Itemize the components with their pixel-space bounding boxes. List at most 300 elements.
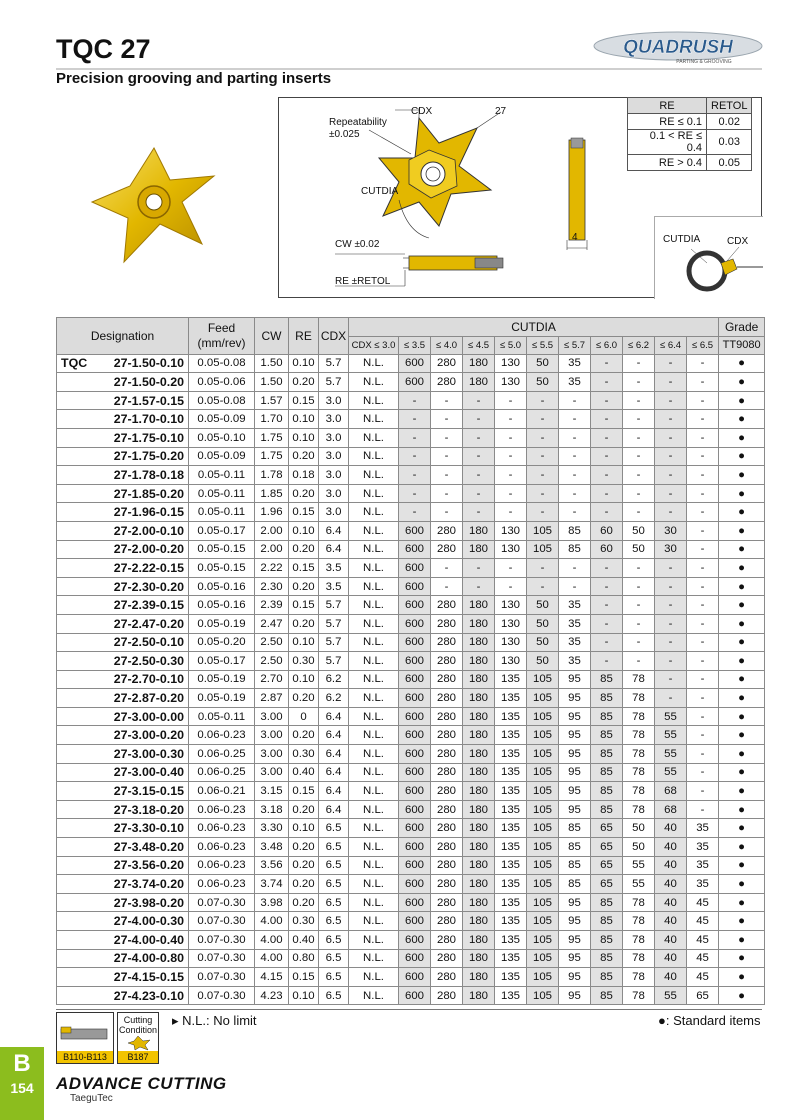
cw-cell: 3.74	[255, 875, 289, 894]
cdx-cell: 6.4	[319, 745, 349, 764]
header-feed-label: Feed	[207, 320, 236, 335]
cutdia-cell: 105	[527, 689, 559, 708]
re-cell: 0.10	[289, 633, 319, 652]
cutdia-cell: -	[591, 503, 623, 522]
holder-reference[interactable]	[56, 1012, 114, 1064]
cutdia-cell: 95	[559, 763, 591, 782]
cdx-cell: 6.5	[319, 912, 349, 931]
cutdia-cell: 95	[559, 893, 591, 912]
section-letter: B	[13, 1050, 31, 1077]
cutdia-cell: 85	[591, 670, 623, 689]
cutdia-cell: 600	[399, 670, 431, 689]
cw-cell: 3.56	[255, 856, 289, 875]
cutdia-cell: 600	[399, 949, 431, 968]
grade-cell: ●	[719, 707, 765, 726]
cutdia-cell: -	[463, 484, 495, 503]
header-feed-unit: (mm/rev)	[197, 335, 246, 350]
cutdia-cell: 55	[623, 856, 655, 875]
cutdia-cell: -	[687, 614, 719, 633]
cdx-cell: 3.0	[319, 484, 349, 503]
cutdia-cell: 35	[687, 838, 719, 857]
table-row	[57, 633, 765, 652]
cutdia-cell: 280	[431, 800, 463, 819]
cutdia-cell: -	[623, 373, 655, 392]
retol-re: RE ≤ 0.1	[628, 114, 707, 130]
cw-cell: 2.50	[255, 652, 289, 671]
cdx-cell: 3.0	[319, 466, 349, 485]
cutdia-cell: 85	[559, 521, 591, 540]
cutdia-cell: -	[559, 577, 591, 596]
cutdia-cell: 55	[655, 763, 687, 782]
cutdia-cell: 78	[623, 986, 655, 1005]
re-cell: 0.10	[289, 521, 319, 540]
cutdia-cell: N.L.	[349, 763, 399, 782]
cutdia-label: CUTDIA	[361, 186, 399, 197]
cutdia-cell: 135	[495, 838, 527, 857]
cutdia-cell: -	[559, 559, 591, 578]
cutdia-cell: 35	[559, 633, 591, 652]
header-cutdia-col: ≤ 6.4	[655, 336, 687, 354]
designation-cell	[57, 428, 189, 447]
feed-cell: 0.05-0.16	[189, 596, 255, 615]
cutdia-cell: 55	[655, 745, 687, 764]
brand-name: ADVANCE CUTTING	[56, 1074, 227, 1093]
cw-cell: 1.78	[255, 466, 289, 485]
header-grade: Grade	[719, 318, 765, 337]
cutdia-cell: 135	[495, 931, 527, 950]
cutting-condition-label: Cutting Condition	[118, 1015, 158, 1035]
cutdia-cell: 105	[527, 968, 559, 987]
designation-cell	[57, 986, 189, 1005]
cutdia-cell: -	[687, 689, 719, 708]
cutdia-cell: N.L.	[349, 745, 399, 764]
table-header-row	[57, 318, 765, 337]
cutdia-cell: 280	[431, 726, 463, 745]
cutdia-cell: -	[655, 596, 687, 615]
cutdia-cell: 180	[463, 856, 495, 875]
cutdia-cell: 50	[527, 614, 559, 633]
designation-value: 27-2.87-0.20	[113, 691, 184, 706]
header-cutdia-col: ≤ 6.0	[591, 336, 623, 354]
designation-cell	[57, 596, 189, 615]
cutdia-cell: -	[623, 391, 655, 410]
cutdia-cell: -	[655, 391, 687, 410]
feed-cell: 0.05-0.16	[189, 577, 255, 596]
cdx-cell: 3.0	[319, 503, 349, 522]
cutdia-cell: -	[687, 745, 719, 764]
cutdia-cell: 65	[591, 819, 623, 838]
cutdia-cell: -	[687, 800, 719, 819]
cutdia-cell: 135	[495, 875, 527, 894]
cutdia-cell: 85	[591, 689, 623, 708]
feed-cell: 0.07-0.30	[189, 893, 255, 912]
header-feed	[189, 318, 255, 355]
designation-cell	[57, 838, 189, 857]
header-cw: CW	[255, 318, 289, 355]
grade-cell: ●	[719, 559, 765, 578]
cutdia-cell: N.L.	[349, 986, 399, 1005]
cutdia-cell: -	[399, 466, 431, 485]
cutdia-cell: 600	[399, 633, 431, 652]
cw-tolerance-label: CW ±0.02	[335, 239, 380, 250]
cdx-cell: 5.7	[319, 596, 349, 615]
cutdia-cell: 40	[655, 838, 687, 857]
feed-cell: 0.06-0.25	[189, 763, 255, 782]
cutdia-cell: 85	[591, 763, 623, 782]
designation-cell	[57, 466, 189, 485]
cutdia-cell: -	[655, 577, 687, 596]
cutdia-cell: -	[687, 596, 719, 615]
cutdia-cell: 180	[463, 875, 495, 894]
re-cell: 0.30	[289, 652, 319, 671]
cutdia-cell: 280	[431, 596, 463, 615]
cw-cell: 1.75	[255, 428, 289, 447]
cutdia-cell: -	[687, 782, 719, 801]
cutdia-cell: 68	[655, 800, 687, 819]
table-row	[57, 540, 765, 559]
cutdia-cell: -	[559, 391, 591, 410]
cutdia-cell: 95	[559, 689, 591, 708]
cdx-cell: 5.7	[319, 354, 349, 373]
cutdia-cell: 600	[399, 559, 431, 578]
designation-value: 27-1.50-0.20	[113, 374, 184, 389]
cutdia-cell: 65	[591, 875, 623, 894]
cutdia-cell: 600	[399, 745, 431, 764]
cutdia-cell: -	[431, 577, 463, 596]
table-row	[57, 931, 765, 950]
cutdia-cell: -	[431, 391, 463, 410]
grade-cell: ●	[719, 596, 765, 615]
cutdia-cell: 135	[495, 745, 527, 764]
retol-value: 0.02	[707, 114, 752, 130]
table-row	[57, 614, 765, 633]
designation-cell	[57, 800, 189, 819]
cw-cell: 3.00	[255, 726, 289, 745]
cutdia-cell: -	[591, 577, 623, 596]
cutdia-cell: -	[495, 577, 527, 596]
cutdia-cell: N.L.	[349, 931, 399, 950]
feed-cell: 0.05-0.15	[189, 540, 255, 559]
cutdia-cell: 180	[463, 540, 495, 559]
cdx-cell: 3.5	[319, 559, 349, 578]
cw-cell: 3.00	[255, 763, 289, 782]
cutdia-cell: -	[687, 428, 719, 447]
cutdia-cell: 50	[527, 596, 559, 615]
cutdia-cell: -	[495, 428, 527, 447]
re-cell: 0	[289, 707, 319, 726]
cutdia-cell: 78	[623, 949, 655, 968]
feed-cell: 0.05-0.06	[189, 373, 255, 392]
bore-drawing	[655, 217, 763, 299]
repeatability-value: ±0.025	[329, 129, 360, 140]
cutdia-cell: N.L.	[349, 466, 399, 485]
cutdia-cell: 85	[591, 707, 623, 726]
cutdia-cell: 85	[591, 726, 623, 745]
cutdia-cell: 50	[527, 373, 559, 392]
cutdia-cell: -	[591, 559, 623, 578]
feed-cell: 0.05-0.17	[189, 652, 255, 671]
cutdia-cell: 105	[527, 931, 559, 950]
table-row	[57, 503, 765, 522]
cdx-label: CDX	[411, 106, 433, 117]
re-cell: 0.20	[289, 447, 319, 466]
designation-cell	[57, 763, 189, 782]
cutdia-cell: N.L.	[349, 391, 399, 410]
cutdia-cell: -	[527, 577, 559, 596]
re-cell: 0.15	[289, 503, 319, 522]
retol-row	[628, 155, 752, 171]
cutdia-cell: -	[527, 391, 559, 410]
cutdia-cell: -	[495, 466, 527, 485]
cutdia-cell: 180	[463, 912, 495, 931]
header-re: RE	[289, 318, 319, 355]
cutdia-cell: -	[463, 577, 495, 596]
cutdia-cell: 85	[559, 875, 591, 894]
grade-cell: ●	[719, 354, 765, 373]
cw-cell: 2.47	[255, 614, 289, 633]
re-cell: 0.40	[289, 763, 319, 782]
retol-header-row	[628, 98, 752, 114]
feed-cell: 0.05-0.15	[189, 559, 255, 578]
cutdia-cell: 78	[623, 745, 655, 764]
cutdia-cell: 68	[655, 782, 687, 801]
cutdia-cell: N.L.	[349, 447, 399, 466]
cdx-cell: 6.5	[319, 893, 349, 912]
grade-cell: ●	[719, 856, 765, 875]
designation-table	[56, 317, 765, 1005]
designation-cell	[57, 410, 189, 429]
cutdia-cell: 280	[431, 875, 463, 894]
designation-cell	[57, 503, 189, 522]
cutdia-cell: 85	[591, 949, 623, 968]
re-cell: 0.15	[289, 596, 319, 615]
cutdia-cell: -	[591, 466, 623, 485]
cutdia-cell: 105	[527, 782, 559, 801]
cutdia-cell: 105	[527, 800, 559, 819]
designation-value: 27-3.74-0.20	[113, 877, 184, 892]
feed-cell: 0.05-0.19	[189, 689, 255, 708]
cutdia-cell: N.L.	[349, 577, 399, 596]
cutdia-cell: -	[623, 410, 655, 429]
cutdia-cell: 180	[463, 800, 495, 819]
standard-items-note: ●: Standard items	[658, 1013, 761, 1028]
table-row	[57, 782, 765, 801]
designation-cell	[57, 354, 189, 373]
feed-cell: 0.06-0.21	[189, 782, 255, 801]
grade-cell: ●	[719, 893, 765, 912]
brand-subname: TaeguTec	[70, 1093, 113, 1104]
grade-cell: ●	[719, 614, 765, 633]
cutdia-cell: 50	[623, 838, 655, 857]
table-row	[57, 819, 765, 838]
cutdia-cell: 180	[463, 670, 495, 689]
re-cell: 0.20	[289, 577, 319, 596]
cutdia-cell: 130	[495, 652, 527, 671]
cutdia-cell: 50	[527, 633, 559, 652]
cutdia-cell: 180	[463, 689, 495, 708]
cutdia-cell: N.L.	[349, 838, 399, 857]
re-cell: 0.20	[289, 614, 319, 633]
cw-cell: 4.23	[255, 986, 289, 1005]
designation-value: 27-3.56-0.20	[113, 858, 184, 873]
logo-subtext: PARTING & GROOVING	[676, 59, 732, 65]
cutdia-cell: 135	[495, 856, 527, 875]
cutdia-cell: 40	[655, 912, 687, 931]
feed-cell: 0.06-0.23	[189, 800, 255, 819]
table-row	[57, 447, 765, 466]
cutdia-cell: 280	[431, 670, 463, 689]
cw-cell: 3.15	[255, 782, 289, 801]
cutdia-cell: -	[431, 428, 463, 447]
cutdia-cell: 50	[623, 540, 655, 559]
header-cutdia-col: ≤ 5.0	[495, 336, 527, 354]
cutdia-cell: 95	[559, 968, 591, 987]
cutdia-cell: 130	[495, 596, 527, 615]
cw-cell: 2.00	[255, 521, 289, 540]
feed-cell: 0.05-0.09	[189, 410, 255, 429]
designation-value: 27-1.78-0.18	[113, 467, 184, 482]
cutdia-cell: 40	[655, 968, 687, 987]
cutdia-cell: -	[655, 503, 687, 522]
designation-cell	[57, 931, 189, 950]
table-row	[57, 875, 765, 894]
table-row	[57, 949, 765, 968]
cw-cell: 4.00	[255, 949, 289, 968]
header-cutdia-col: ≤ 5.7	[559, 336, 591, 354]
cutdia-cell: -	[591, 652, 623, 671]
cw-cell: 2.50	[255, 633, 289, 652]
cutdia-cell: -	[559, 410, 591, 429]
table-row	[57, 968, 765, 987]
feed-cell: 0.05-0.19	[189, 614, 255, 633]
designation-cell	[57, 521, 189, 540]
re-cell: 0.80	[289, 949, 319, 968]
cutdia-cell: 180	[463, 949, 495, 968]
cutdia-cell: 280	[431, 838, 463, 857]
re-cell: 0.20	[289, 540, 319, 559]
cutdia-cell: 180	[463, 819, 495, 838]
cutdia-cell: 45	[687, 912, 719, 931]
designation-prefix: TQC	[61, 356, 88, 371]
designation-value: 27-3.48-0.20	[113, 839, 184, 854]
cutdia-cell: 35	[559, 373, 591, 392]
cutdia-cell: 280	[431, 354, 463, 373]
cutdia-cell: 50	[527, 354, 559, 373]
cutdia-cell: -	[687, 373, 719, 392]
insert-icon	[118, 1035, 158, 1051]
designation-value: 27-1.75-0.20	[113, 449, 184, 464]
cutdia-cell: 280	[431, 521, 463, 540]
cutting-condition-reference[interactable]	[117, 1012, 159, 1064]
table-row	[57, 373, 765, 392]
cutdia-cell: -	[687, 503, 719, 522]
cutdia-cell: 105	[527, 986, 559, 1005]
cutdia-cell: N.L.	[349, 819, 399, 838]
header-cutdia-col: CDX ≤ 3.0	[349, 336, 399, 354]
cdx-cell: 6.4	[319, 726, 349, 745]
cutdia-cell: -	[623, 428, 655, 447]
grade-cell: ●	[719, 391, 765, 410]
cutdia-cell: 45	[687, 893, 719, 912]
feed-cell: 0.06-0.23	[189, 819, 255, 838]
cutdia-cell: -	[655, 652, 687, 671]
cutdia-cell: 180	[463, 745, 495, 764]
cw-cell: 4.15	[255, 968, 289, 987]
table-row	[57, 726, 765, 745]
cutdia-cell: 180	[463, 354, 495, 373]
holder-page-ref: B110-B113	[57, 1051, 113, 1063]
designation-value: 27-1.50-0.10	[113, 356, 184, 371]
feed-cell: 0.05-0.08	[189, 354, 255, 373]
cw-cell: 3.98	[255, 893, 289, 912]
cutdia-cell: -	[463, 447, 495, 466]
grade-cell: ●	[719, 949, 765, 968]
cutdia-cell: -	[655, 428, 687, 447]
cutting-condition-page-ref: B187	[118, 1051, 158, 1063]
cutdia-cell: 78	[623, 726, 655, 745]
cutdia-cell: 135	[495, 689, 527, 708]
grade-cell: ●	[719, 838, 765, 857]
cutdia-cell: 180	[463, 893, 495, 912]
table-row	[57, 986, 765, 1005]
cutdia-cell: 135	[495, 968, 527, 987]
designation-value: 27-3.30-0.10	[113, 821, 184, 836]
cutdia-cell: 35	[687, 819, 719, 838]
cutdia-cell: 130	[495, 373, 527, 392]
cutdia-cell: -	[687, 354, 719, 373]
header-designation: Designation	[57, 318, 189, 355]
cdx-cell: 6.5	[319, 856, 349, 875]
cutdia-cell: 600	[399, 373, 431, 392]
cutdia-cell: 600	[399, 819, 431, 838]
grade-cell: ●	[719, 689, 765, 708]
cutdia-cell: 600	[399, 707, 431, 726]
cutdia-cell: -	[687, 633, 719, 652]
table-row	[57, 428, 765, 447]
cutdia-cell: 130	[495, 614, 527, 633]
cutdia-cell: -	[623, 633, 655, 652]
table-row	[57, 838, 765, 857]
cutdia-cell: 180	[463, 707, 495, 726]
cutdia-cell: 180	[463, 521, 495, 540]
designation-value: 27-2.50-0.30	[113, 653, 184, 668]
cutdia-cell: 95	[559, 745, 591, 764]
table-body	[57, 354, 765, 1005]
designation-cell	[57, 893, 189, 912]
cutdia-cell: 180	[463, 838, 495, 857]
designation-cell	[57, 391, 189, 410]
cutdia-cell: N.L.	[349, 614, 399, 633]
table-row	[57, 466, 765, 485]
cutdia-cell: -	[687, 391, 719, 410]
cutdia-cell: -	[687, 521, 719, 540]
table-row	[57, 745, 765, 764]
cutdia-cell: 40	[655, 893, 687, 912]
cutdia-cell: -	[431, 466, 463, 485]
angle-label: 27	[495, 106, 507, 117]
page-title: TQC 27	[56, 34, 151, 64]
cutdia-cell: -	[559, 466, 591, 485]
retol-header-re: RE	[628, 98, 707, 114]
cutdia-cell: N.L.	[349, 373, 399, 392]
cutdia-cell: 45	[687, 968, 719, 987]
grade-cell: ●	[719, 912, 765, 931]
cutdia-cell: 105	[527, 875, 559, 894]
cutdia-cell: 600	[399, 875, 431, 894]
cutdia-cell: 600	[399, 354, 431, 373]
cutdia-cell: 180	[463, 726, 495, 745]
table-row	[57, 856, 765, 875]
